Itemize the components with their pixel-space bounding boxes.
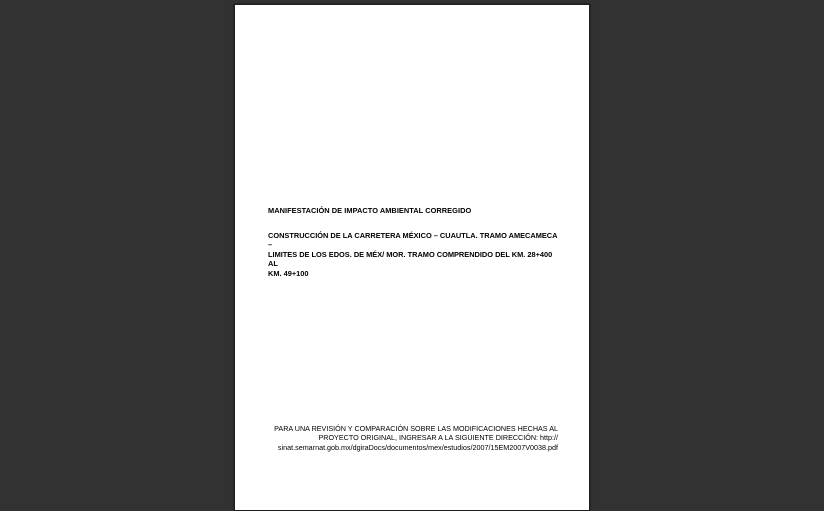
note-link[interactable]: sinat.semarnat.gob.mx/dgiraDocs/documentos/mex/estudios/2007/15EM2007V0038.pdf	[277, 442, 558, 452]
note-line: PARA UNA REVISIÓN Y COMPARACIÓN SOBRE LAS MODIFICACIONES HECHAS AL	[274, 424, 558, 433]
document-title: MANIFESTACIÓN DE IMPACTO AMBIENTAL CORREGIDO	[268, 206, 472, 215]
subtitle-line: KM. 49+100	[268, 268, 309, 278]
document-page[interactable]	[234, 4, 590, 511]
document-subtitle	[268, 231, 560, 278]
subtitle-line: CONSTRUCCIÓN DE LA CARRETERA MÉXICO – CUAUTLA. TRAMO AMECAMECA –	[268, 231, 558, 250]
subtitle-line: LIMITES DE LOS EDOS. DE MÉX/ MOR. TRAMO COMPRENDIDO DEL KM. 28+400 AL	[268, 249, 553, 269]
revision-note	[268, 424, 558, 452]
note-line: PROYECTO ORIGINAL, INGRESAR A LA SIGUIENTE DIRECCIÓN: http://	[318, 433, 558, 443]
